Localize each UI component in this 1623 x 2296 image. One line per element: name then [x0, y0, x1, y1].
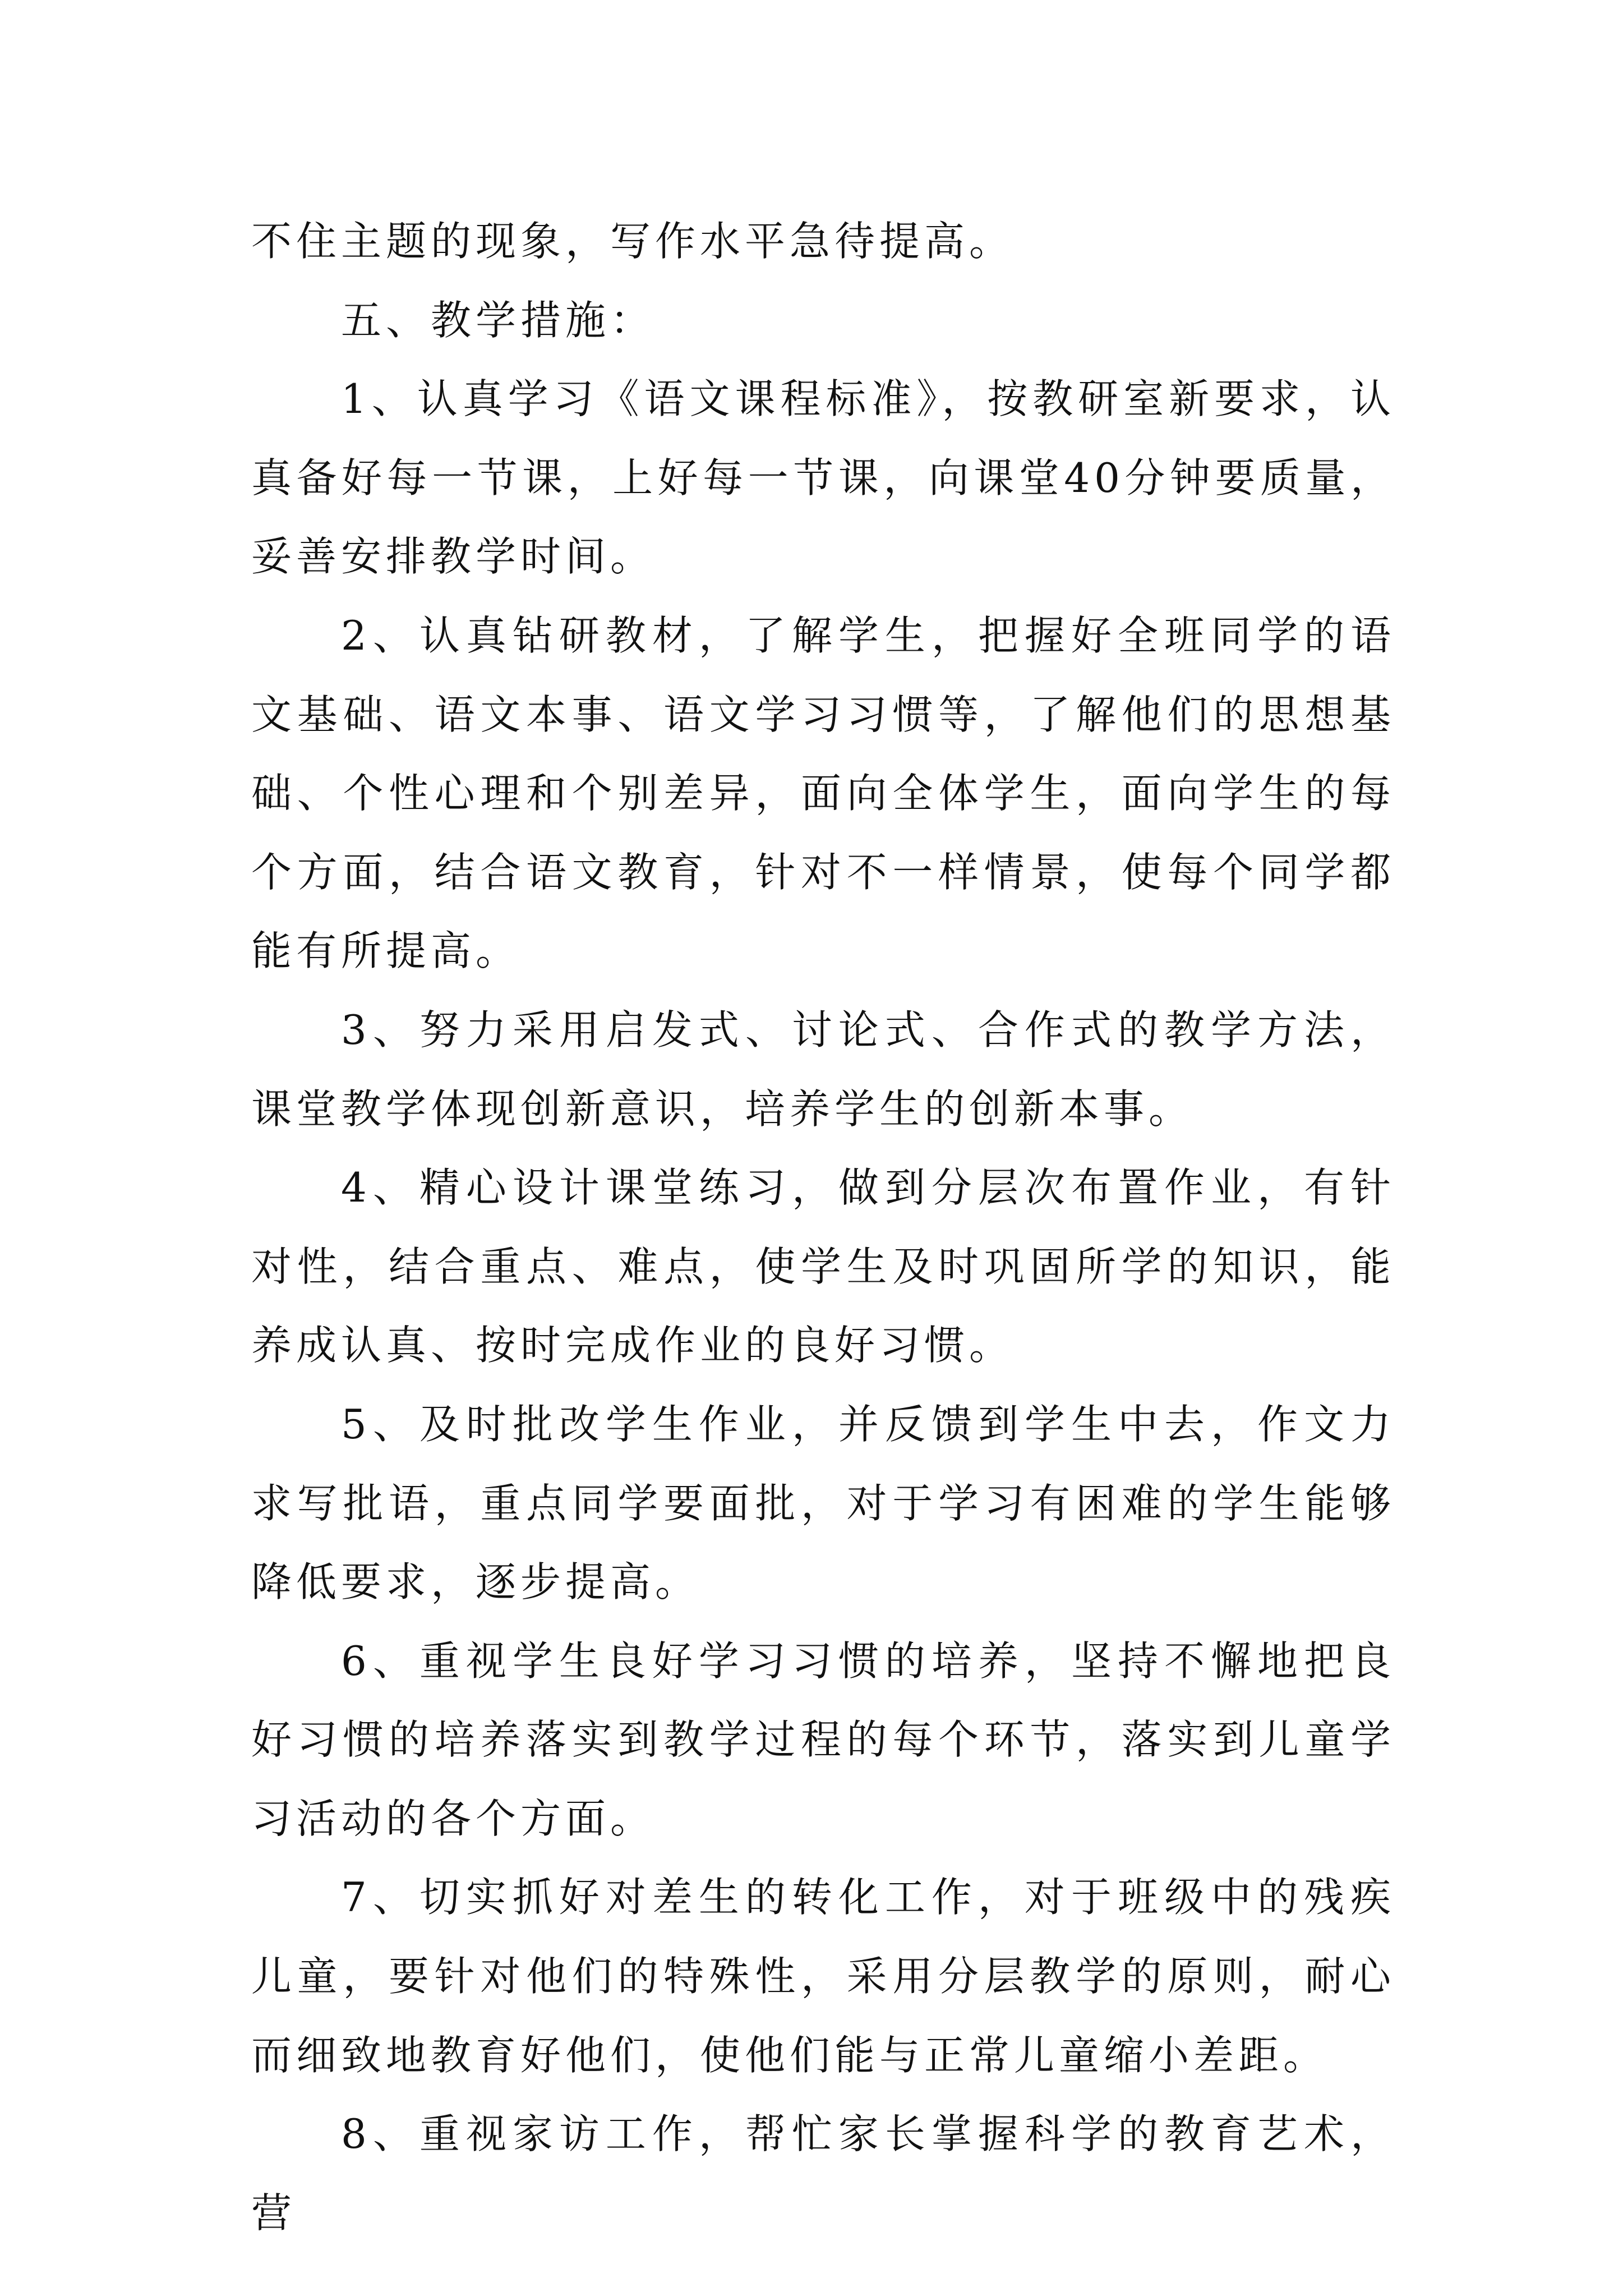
measure-item-4: 4、精心设计课堂练习，做到分层次布置作业，有针对性，结合重点、难点，使学生及时巩固所学的知识，能养成认真、按时完成作业的良好习惯。 — [251, 1164, 1395, 1369]
measure-item-1: 1、认真学习《语文课程标准》，按教研室新要求，认真备好每一节课，上好每一节课，向课堂40分钟要质量，妥善安排教学时间。 — [251, 375, 1395, 581]
measure-item-2: 2、认真钻研教材，了解学生，把握好全班同学的语文基础、语文本事、语文学习习惯等，了解他们的思想基础、个性心理和个别差异，面向全体学生，面向学生的每个方面，结合语文教育，针对不一样情景，使每个同学都能有所提高。 — [251, 611, 1395, 975]
measure-item-3: 3、努力采用启发式、讨论式、合作式的教学方法，课堂教学体现创新意识，培养学生的创新本事。 — [251, 1006, 1395, 1133]
measure-item-8: 8、重视家访工作，帮忙家长掌握科学的教育艺术，营 — [251, 2110, 1395, 2237]
measure-item-5: 5、及时批改学生作业，并反馈到学生中去，作文力求写批语，重点同学要面批，对于学习有困难的学生能够降低要求，逐步提高。 — [251, 1400, 1395, 1606]
section-heading-teaching-measures: 五、教学措施： — [341, 296, 656, 344]
measure-item-6: 6、重视学生良好学习习惯的培养，坚持不懈地把良好习惯的培养落实到教学过程的每个环节，落实到儿童学习活动的各个方面。 — [251, 1637, 1395, 1842]
measure-item-7: 7、切实抓好对差生的转化工作，对于班级中的残疾儿童，要针对他们的特殊性，采用分层教学的原则，耐心而细致地教育好他们，使他们能与正常儿童缩小差距。 — [251, 1874, 1395, 2079]
paragraph-continuation: 不住主题的现象，写作水平急待提高。 — [251, 218, 1015, 265]
document-body — [251, 202, 1395, 2252]
